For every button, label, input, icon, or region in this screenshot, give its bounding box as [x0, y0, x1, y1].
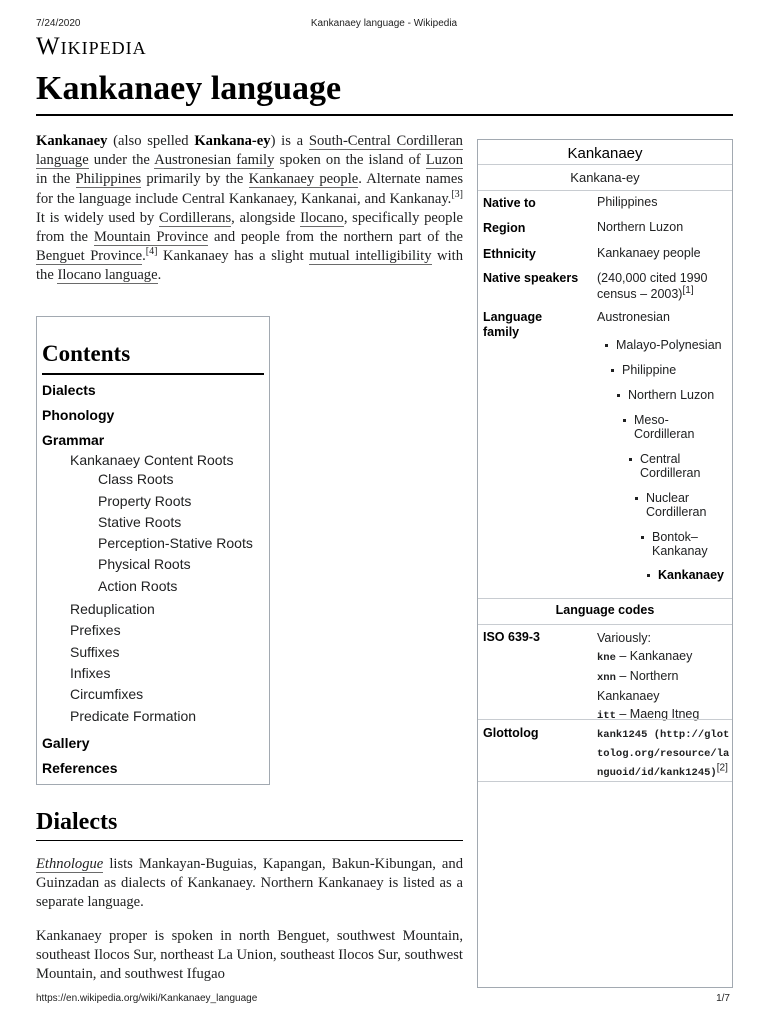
- page-title: Kankanaey language: [36, 70, 342, 107]
- print-url: https://en.wikipedia.org/wiki/Kankanaey_language: [36, 993, 258, 1004]
- section-heading-dialects: Dialects: [36, 809, 118, 835]
- link-south-central-cordilleran[interactable]: South-Central Cordilleran language: [36, 133, 463, 169]
- value-family-root[interactable]: Austronesian: [597, 310, 670, 324]
- infobox-divider: [478, 190, 732, 191]
- family-tree-item[interactable]: Philippine: [622, 363, 676, 377]
- label-language-family: Language family: [483, 310, 543, 339]
- toc-divider: [42, 373, 264, 375]
- link-ethnologue[interactable]: Ethnologue: [36, 856, 104, 872]
- toc-item-suffixes[interactable]: Suffixes: [70, 644, 120, 660]
- iso-code-link[interactable]: itt: [597, 710, 616, 722]
- label-native-to: Native to: [483, 196, 536, 210]
- print-page-number: 1/7: [716, 993, 730, 1004]
- label-region: Region: [483, 221, 526, 235]
- title-divider: [36, 114, 733, 116]
- dialects-paragraph-1: Ethnologue lists Mankayan-Buguias, Kapangan, Bakun-Kibungan, and Guinzadan as dialects of Kankanaey. Northern Kankanaey is listed as a separate language.: [36, 856, 463, 911]
- infobox-divider: [478, 719, 732, 720]
- toc-item-infixes[interactable]: Infixes: [70, 665, 111, 681]
- family-tree-item[interactable]: Bontok– Kankanay: [652, 530, 708, 558]
- bold-term: Kankana-ey: [194, 133, 271, 149]
- link-mutual-intelligibility[interactable]: mutual intelligibility: [309, 248, 432, 265]
- section-divider: [36, 840, 463, 841]
- iso-code-link[interactable]: kne: [597, 652, 616, 664]
- value-iso-codes: Variously: kne – Kankanaey xnn – Northern Kankanaey itt – Maeng Itneg: [597, 631, 700, 722]
- family-tree-item[interactable]: Central Cordilleran: [640, 452, 700, 480]
- toc-item-gallery[interactable]: Gallery: [42, 735, 90, 751]
- toc-item-circumfixes[interactable]: Circumfixes: [70, 686, 144, 702]
- toc-item-perception-stative-roots[interactable]: Perception-Stative Roots: [98, 535, 253, 551]
- infobox-title: Kankanaey: [567, 145, 643, 162]
- family-tree-item[interactable]: Malayo-Polynesian: [616, 338, 722, 352]
- infobox-divider: [478, 624, 732, 625]
- toc-title: Contents: [42, 341, 131, 366]
- toc-item-phonology[interactable]: Phonology: [42, 407, 115, 423]
- value-region[interactable]: Northern Luzon: [597, 220, 684, 234]
- print-title: Kankanaey language - Wikipedia: [310, 18, 458, 29]
- toc-item-physical-roots[interactable]: Physical Roots: [98, 556, 191, 572]
- label-native-speakers: Native speakers: [483, 271, 579, 285]
- family-tree-item-current: Kankanaey: [658, 568, 724, 582]
- link-ilocano-language[interactable]: Ilocano language: [57, 267, 158, 284]
- label-glottolog: Glottolog: [483, 726, 539, 740]
- link-ilocano[interactable]: Ilocano: [300, 209, 344, 226]
- link-luzon[interactable]: Luzon: [425, 152, 463, 169]
- citation-ref[interactable]: [4]: [145, 246, 158, 258]
- bold-term: Kankanaey: [36, 133, 108, 149]
- value-ethnicity[interactable]: Kankanaey people: [597, 246, 701, 260]
- link-philippines[interactable]: Philippines: [75, 171, 142, 188]
- toc-item-content-roots[interactable]: Kankanaey Content Roots: [70, 452, 234, 468]
- toc-item-references[interactable]: References: [42, 760, 118, 776]
- infobox-divider: [478, 781, 732, 782]
- family-tree-item[interactable]: Meso- Cordilleran: [634, 413, 694, 441]
- value-native-speakers: (240,000 cited 1990 census – 2003)[1]: [597, 271, 708, 301]
- language-codes-heading: Language codes: [555, 603, 655, 617]
- infobox-divider: [478, 164, 732, 165]
- link-austronesian-family[interactable]: Austronesian family: [154, 152, 275, 169]
- intro-paragraph: Kankanaey (also spelled Kankana-ey) is a South-Central Cordilleran language under the Austronesian family spoken on the island of Luzon in the Philippines primarily by the Kankanaey people. Alternate names for the language include Central Kankanaey, Kankanai, and Kankanay.[3] It is widely used by Cordillerans, alongside Ilocano, specifically people from the Mountain Province and people from the northern part of the Benguet Province.[4] Kankanaey has a slight mutual intelligibility with the Ilocano language.: [36, 133, 464, 284]
- table-of-contents: [36, 316, 270, 785]
- toc-item-action-roots[interactable]: Action Roots: [98, 578, 178, 594]
- label-ethnicity: Ethnicity: [483, 247, 536, 261]
- iso-code-link[interactable]: xnn: [597, 672, 616, 684]
- toc-item-predicate-formation[interactable]: Predicate Formation: [70, 708, 197, 724]
- value-glottolog[interactable]: kank1245 (http://glot tolog.org/resource/la nguoid/id/kank1245)[2]: [597, 729, 730, 779]
- dialects-paragraph-2: Kankanaey proper is spoken in north Benguet, southwest Mountain, southeast Ilocos Sur, northeast La Union, southeast Ilocos Sur, southwest Mountain, and southwest Ifugao: [36, 928, 463, 983]
- language-infobox: [477, 139, 733, 988]
- toc-item-property-roots[interactable]: Property Roots: [98, 493, 192, 509]
- link-mountain-province[interactable]: Mountain Province: [93, 229, 209, 246]
- toc-item-stative-roots[interactable]: Stative Roots: [98, 514, 182, 530]
- toc-item-class-roots[interactable]: Class Roots: [98, 471, 174, 487]
- citation-ref[interactable]: [1]: [682, 284, 694, 296]
- toc-item-dialects[interactable]: Dialects: [42, 382, 96, 398]
- toc-item-reduplication[interactable]: Reduplication: [70, 601, 155, 617]
- family-tree-item[interactable]: Nuclear Cordilleran: [646, 491, 706, 519]
- citation-ref[interactable]: [3]: [451, 188, 463, 200]
- infobox-divider: [478, 598, 732, 599]
- link-kankanaey-people[interactable]: Kankanaey people: [248, 171, 359, 188]
- value-native-to[interactable]: Philippines: [597, 195, 658, 209]
- toc-item-prefixes[interactable]: Prefixes: [70, 622, 121, 638]
- label-iso-639-3: ISO 639-3: [483, 630, 540, 644]
- wikipedia-logo[interactable]: Wikipedia: [36, 33, 147, 60]
- link-cordillerans[interactable]: Cordillerans: [159, 209, 232, 226]
- toc-item-grammar[interactable]: Grammar: [42, 432, 105, 448]
- citation-ref[interactable]: [2]: [716, 762, 728, 774]
- infobox-native-name: Kankana-ey: [570, 170, 640, 185]
- print-date: 7/24/2020: [36, 18, 81, 29]
- link-benguet-province[interactable]: Benguet Province: [36, 248, 143, 265]
- family-tree-item[interactable]: Northern Luzon: [628, 388, 714, 402]
